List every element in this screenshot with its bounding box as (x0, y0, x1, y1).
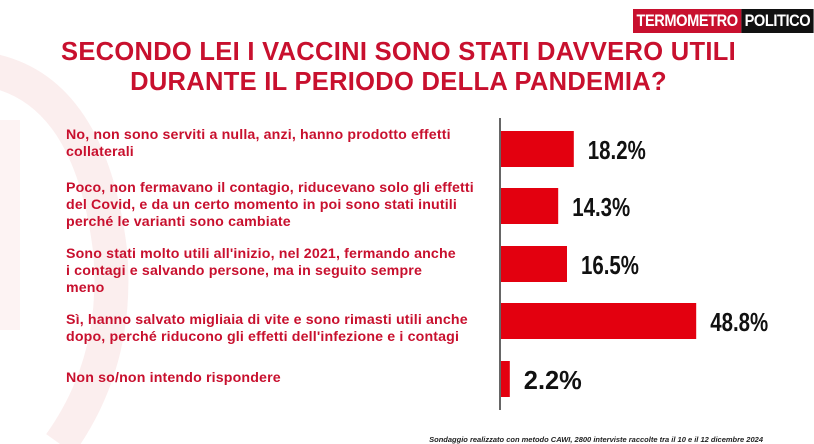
category-label-line: Sono stati molto utili all'inizio, nel 2021, fermando anche (66, 246, 456, 262)
logo-part-1: TERMOMETRO (633, 9, 741, 33)
bar (501, 303, 696, 339)
data-label: 2.2% (523, 365, 582, 395)
footnote: Sondaggio realizzato con metodo CAWI, 2800 interviste raccolte tra il 10 e il 12 dicembre 2024 (429, 435, 763, 444)
category-label-line: del Covid, e da un certo momento in poi sono stati inutili (66, 197, 457, 213)
bar (501, 361, 510, 397)
title-line-1: SECONDO LEI I VACCINI SONO STATI DAVVERO UTILI (61, 38, 736, 66)
category-label-line: meno (66, 280, 105, 296)
bar (501, 246, 567, 282)
category-label-line: No, non sono serviti a nulla, anzi, hanno prodotto effetti (66, 127, 451, 143)
category-label-line: dopo, perché riducono gli effetti dell'infezione e i contagi (66, 329, 460, 345)
category-label-line: perché le varianti sono cambiate (66, 214, 291, 230)
category-label-line: collaterali (66, 144, 134, 160)
bar (501, 188, 558, 224)
category-label-line: Non so/non intendo rispondere (66, 370, 281, 386)
title-line-2: DURANTE IL PERIODO DELLA PANDEMIA? (130, 68, 667, 96)
bar (501, 131, 574, 167)
data-label: 18.2% (587, 135, 646, 165)
data-label: 16.5% (581, 250, 639, 280)
category-label-line: Poco, non fermavano il contagio, riducevano solo gli effetti (66, 180, 474, 196)
logo-part-2: POLITICO (741, 9, 813, 33)
data-label: 14.3% (572, 192, 631, 222)
data-label: 48.8% (710, 307, 769, 337)
category-label-line: i contagi e salvando persone, ma in seguito sempre (66, 263, 422, 279)
category-label-line: Sì, hanno salvato migliaia di vite e sono rimasti utili anche (66, 312, 468, 328)
